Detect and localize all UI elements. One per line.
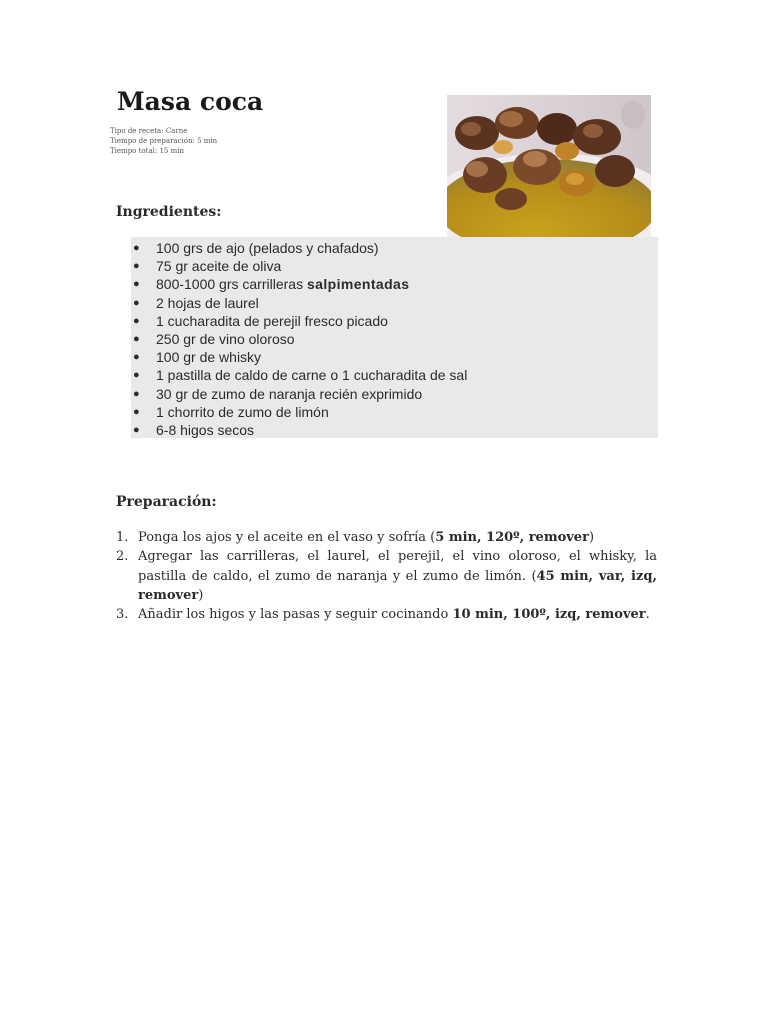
preparation-step: 3. Añadir los higos y las pasas y seguir cocinando 10 min, 100º, izq, remover. [116,607,650,623]
ingredient-item: ● 75 gr aceite de oliva [133,258,282,275]
bullet-icon: ● [133,332,140,345]
ingredient-item: ● 1 chorrito de zumo de limón [133,403,329,420]
ingredient-item: ● 100 grs de ajo (pelados y chafados) [133,240,379,256]
preparation-step: 2. Agregar las carrilleras, el laurel, el perejil, el vino oloroso, el whisky, la pastilla de caldo, el zumo de naranja y el zumo de limón. (45 min, var, izq, remover) [116,549,657,603]
bullet-icon: ● [133,351,140,364]
ingredient-item: ● 800-1000 grs carrilleras salpimentadas [133,276,410,293]
bullet-icon: ● [133,260,140,273]
meat-stew-photo-icon [447,95,651,238]
ingredient-item: ● 1 pastilla de caldo de carne o 1 cucharadita de sal [133,367,468,384]
bullet-icon: ● [133,314,140,327]
ingredients-heading: Ingredientes: [116,204,222,220]
bullet-icon: ● [133,369,140,382]
meta-prep-time: Tiempo de preparación: 5 min [110,137,218,145]
ingredient-item: ● 100 gr de whisky [133,349,262,366]
ingredient-item: ● 6-8 higos secos [133,421,255,438]
recipe-title: Masa coca [117,87,264,116]
bullet-icon: ● [133,296,140,309]
ingredient-item: ● 30 gr de zumo de naranja recién exprimido [133,385,423,402]
ingredients-box [131,237,658,438]
ingredients-list [131,237,658,439]
recipe-meta [110,126,217,156]
ingredient-item: ● 1 cucharadita de perejil fresco picado [133,312,388,329]
bullet-icon: ● [133,405,140,418]
bullet-icon: ● [133,242,140,254]
preparation-step: 1. Ponga los ajos y el aceite en el vaso y sofría (5 min, 120º, remover) [116,530,595,545]
ingredient-item: ● 250 gr de vino oloroso [133,330,295,347]
bullet-icon: ● [133,278,140,291]
bullet-icon: ● [133,387,140,400]
preparation-steps [116,528,657,624]
bullet-icon: ● [133,423,140,436]
preparation-heading: Preparación: [116,494,217,510]
meta-total-time: Tiempo total: 15 min [110,147,184,155]
ingredient-item: ● 2 hojas de laurel [133,294,259,311]
meta-recipe-type: Tipo de receta: Carne [110,127,188,135]
